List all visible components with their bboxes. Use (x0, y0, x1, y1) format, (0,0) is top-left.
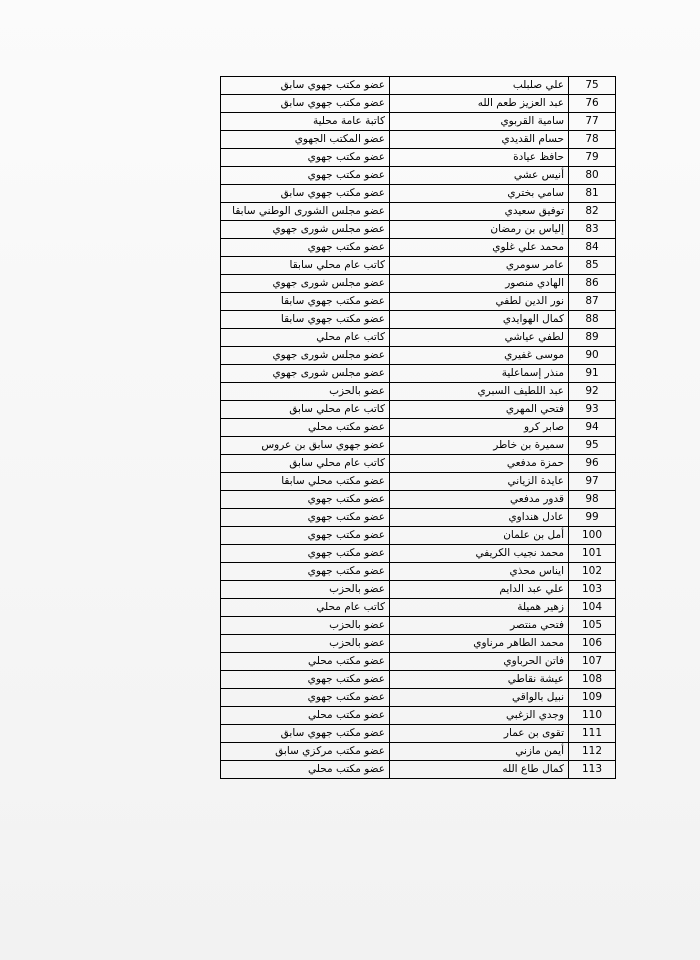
member-role: عضو مكتب جهوي (221, 491, 390, 509)
row-number: 94 (569, 419, 616, 437)
member-role: عضو مكتب جهوي (221, 239, 390, 257)
member-role: عضو مكتب محلي (221, 419, 390, 437)
member-name: نور الدين لطفي (390, 293, 569, 311)
member-role: عضو مكتب محلي (221, 653, 390, 671)
row-number: 76 (569, 95, 616, 113)
member-role: عضو مجلس شورى جهوي (221, 275, 390, 293)
table-row (221, 689, 616, 707)
table-row (221, 455, 616, 473)
row-number: 75 (569, 77, 616, 95)
table-row (221, 203, 616, 221)
member-role: عضو المكتب الجهوي (221, 131, 390, 149)
member-name: حافظ عيادة (390, 149, 569, 167)
table-row (221, 311, 616, 329)
table-row (221, 383, 616, 401)
row-number: 85 (569, 257, 616, 275)
member-name: عيشة نقاطي (390, 671, 569, 689)
member-name: أنيس عشي (390, 167, 569, 185)
member-name: تقوى بن عمار (390, 725, 569, 743)
table-row (221, 149, 616, 167)
row-number: 106 (569, 635, 616, 653)
table-row (221, 671, 616, 689)
table-row (221, 77, 616, 95)
member-name: موسى غفيري (390, 347, 569, 365)
row-number: 103 (569, 581, 616, 599)
member-name: عامر سومري (390, 257, 569, 275)
table-row (221, 401, 616, 419)
table-row (221, 239, 616, 257)
row-number: 100 (569, 527, 616, 545)
member-role: كاتب عام محلي (221, 329, 390, 347)
table-row (221, 761, 616, 779)
member-name: عبد العزيز طعم الله (390, 95, 569, 113)
table-row (221, 563, 616, 581)
row-number: 89 (569, 329, 616, 347)
member-name: كمال الهوايدي (390, 311, 569, 329)
table-row (221, 437, 616, 455)
table-row (221, 293, 616, 311)
row-number: 87 (569, 293, 616, 311)
row-number: 111 (569, 725, 616, 743)
row-number: 97 (569, 473, 616, 491)
member-name: سميرة بن خاطر (390, 437, 569, 455)
member-role: عضو بالحزب (221, 617, 390, 635)
members-table (220, 76, 616, 779)
member-name: فتحي المهري (390, 401, 569, 419)
member-name: الهادي منصور (390, 275, 569, 293)
table-row (221, 743, 616, 761)
member-role: كاتبة عامة محلية (221, 113, 390, 131)
member-name: قدور مدفعي (390, 491, 569, 509)
member-role: عضو مكتب جهوي (221, 545, 390, 563)
member-role: عضو مجلس الشورى الوطني سابقا (221, 203, 390, 221)
member-name: فاتن الحرباوي (390, 653, 569, 671)
row-number: 110 (569, 707, 616, 725)
member-name: محمد الطاهر مرناوي (390, 635, 569, 653)
row-number: 105 (569, 617, 616, 635)
row-number: 81 (569, 185, 616, 203)
member-name: صابر كرو (390, 419, 569, 437)
member-name: علي عبد الدايم (390, 581, 569, 599)
member-name: عادل هنداوي (390, 509, 569, 527)
member-role: عضو بالحزب (221, 581, 390, 599)
table-row (221, 617, 616, 635)
member-role: عضو مجلس شورى جهوي (221, 365, 390, 383)
member-role: كاتب عام محلي (221, 599, 390, 617)
member-role: عضو مكتب مركزي سابق (221, 743, 390, 761)
member-role: عضو مكتب محلي (221, 707, 390, 725)
table-row (221, 275, 616, 293)
member-name: نبيل بالواقي (390, 689, 569, 707)
row-number: 77 (569, 113, 616, 131)
member-role: عضو مكتب جهوي سابق (221, 725, 390, 743)
member-role: عضو جهوي سابق بن عروس (221, 437, 390, 455)
table-row (221, 347, 616, 365)
row-number: 98 (569, 491, 616, 509)
row-number: 80 (569, 167, 616, 185)
table-row (221, 167, 616, 185)
member-role: عضو مكتب جهوي سابق (221, 185, 390, 203)
row-number: 79 (569, 149, 616, 167)
table-row (221, 725, 616, 743)
table-row (221, 599, 616, 617)
member-name: سامية القربوي (390, 113, 569, 131)
member-name: أمل بن علمان (390, 527, 569, 545)
member-role: عضو مكتب جهوي (221, 563, 390, 581)
member-name: حمزة مدفعي (390, 455, 569, 473)
table-row (221, 509, 616, 527)
member-role: عضو مكتب جهوي سابق (221, 95, 390, 113)
member-name: علي صلبلب (390, 77, 569, 95)
member-name: لطفي عياشي (390, 329, 569, 347)
table-row (221, 473, 616, 491)
row-number: 78 (569, 131, 616, 149)
row-number: 84 (569, 239, 616, 257)
row-number: 90 (569, 347, 616, 365)
table-row (221, 185, 616, 203)
member-role: عضو مكتب جهوي (221, 671, 390, 689)
row-number: 104 (569, 599, 616, 617)
table-row (221, 635, 616, 653)
row-number: 109 (569, 689, 616, 707)
member-role: عضو بالحزب (221, 635, 390, 653)
table-row (221, 419, 616, 437)
member-role: عضو مكتب جهوي (221, 527, 390, 545)
row-number: 108 (569, 671, 616, 689)
member-name: توفيق سعيدي (390, 203, 569, 221)
member-role: عضو مكتب جهوي (221, 689, 390, 707)
member-name: إلياس بن رمضان (390, 221, 569, 239)
member-name: سامي بختري (390, 185, 569, 203)
table-row (221, 113, 616, 131)
table-row (221, 221, 616, 239)
member-role: عضو بالحزب (221, 383, 390, 401)
row-number: 113 (569, 761, 616, 779)
member-role: كاتب عام محلي سابق (221, 455, 390, 473)
member-role: عضو مجلس شورى جهوي (221, 221, 390, 239)
member-name: أيمن مازني (390, 743, 569, 761)
member-role: كاتب عام محلي سابقا (221, 257, 390, 275)
row-number: 99 (569, 509, 616, 527)
row-number: 82 (569, 203, 616, 221)
table-row (221, 329, 616, 347)
table-row (221, 257, 616, 275)
row-number: 101 (569, 545, 616, 563)
row-number: 107 (569, 653, 616, 671)
row-number: 96 (569, 455, 616, 473)
table-row (221, 707, 616, 725)
row-number: 83 (569, 221, 616, 239)
table-row (221, 491, 616, 509)
table-row (221, 527, 616, 545)
member-role: عضو مكتب محلي سابقا (221, 473, 390, 491)
table-row (221, 653, 616, 671)
table-row (221, 545, 616, 563)
table-row (221, 95, 616, 113)
member-name: عبد اللطيف السبري (390, 383, 569, 401)
member-name: محمد علي غلوي (390, 239, 569, 257)
member-name: زهير هميلة (390, 599, 569, 617)
member-role: عضو مكتب جهوي (221, 509, 390, 527)
row-number: 92 (569, 383, 616, 401)
row-number: 102 (569, 563, 616, 581)
member-name: عايدة الزياني (390, 473, 569, 491)
member-name: كمال طاع الله (390, 761, 569, 779)
member-role: كاتب عام محلي سابق (221, 401, 390, 419)
member-name: وجدي الزغبي (390, 707, 569, 725)
row-number: 93 (569, 401, 616, 419)
member-role: عضو مكتب جهوي (221, 149, 390, 167)
row-number: 86 (569, 275, 616, 293)
row-number: 91 (569, 365, 616, 383)
row-number: 112 (569, 743, 616, 761)
member-role: عضو مكتب جهوي سابقا (221, 311, 390, 329)
member-role: عضو مجلس شورى جهوي (221, 347, 390, 365)
table-row (221, 581, 616, 599)
row-number: 88 (569, 311, 616, 329)
member-role: عضو مكتب جهوي سابق (221, 77, 390, 95)
member-role: عضو مكتب جهوي سابقا (221, 293, 390, 311)
member-name: ايناس محذي (390, 563, 569, 581)
table-row (221, 131, 616, 149)
member-role: عضو مكتب جهوي (221, 167, 390, 185)
member-name: منذر إسماعلية (390, 365, 569, 383)
row-number: 95 (569, 437, 616, 455)
member-name: فتحي منتصر (390, 617, 569, 635)
member-role: عضو مكتب محلي (221, 761, 390, 779)
table-row (221, 365, 616, 383)
member-name: حسام القديدي (390, 131, 569, 149)
member-name: محمد نجيب الكريفي (390, 545, 569, 563)
members-table-body (221, 77, 616, 779)
